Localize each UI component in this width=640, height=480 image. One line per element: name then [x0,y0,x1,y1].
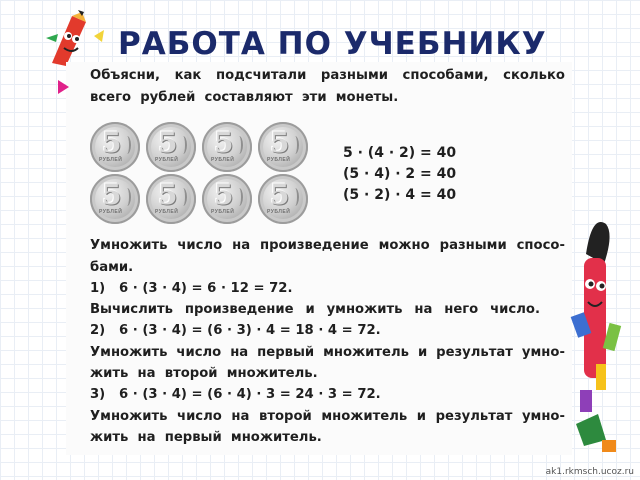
solution-3-text-line-1: Умножить число на второй множитель и результат умно- [90,409,565,424]
solution-3: 3) 6 · (3 · 4) = (6 · 4) · 3 = 24 · 3 = 72. [90,387,381,402]
solution-2-text-line-2: жить на второй множитель. [90,366,318,381]
solution-2: 2) 6 · (3 · 4) = (6 · 3) · 4 = 18 · 4 = 72. [90,323,381,338]
page-title: РАБОТА ПО УЧЕБНИКУ [118,26,547,62]
coin-5-rub: 5 РУБЛЕЙ [258,174,308,224]
solution-1-text: Вычислить произведение и умножить на него число. [90,302,540,317]
equation-3: (5 · 2) · 4 = 40 [343,187,457,203]
brush-mascot-icon [566,214,632,464]
solution-1: 1) 6 · (3 · 4) = 6 · 12 = 72. [90,281,293,296]
solution-2-text-line-1: Умножить число на первый множитель и результат умно- [90,345,565,360]
solution-3-text-line-2: жить на первый множитель. [90,430,322,445]
pencil-mascot-icon [42,8,112,68]
bullet-marker-icon [58,80,69,94]
coin-5-rub: 5 РУБЛЕЙ [258,122,308,172]
coin-5-rub: 5 РУБЛЕЙ [90,174,140,224]
coin-5-rub: 5 РУБЛЕЙ [146,174,196,224]
rule-line-1: Умножить число на произведение можно разными спосо- [90,238,565,253]
intro-line-1: Объясни, как подсчитали разными способами, сколько [90,68,565,83]
rule-line-2: бами. [90,260,134,275]
source-watermark: ak1.rkmsch.ucoz.ru [545,467,634,477]
intro-line-2: всего рублей составляют эти монеты. [90,90,399,105]
equation-2: (5 · 4) · 2 = 40 [343,166,457,182]
coin-5-rub: 5 РУБЛЕЙ [202,174,252,224]
coin-5-rub: 5 РУБЛЕЙ [146,122,196,172]
coin-5-rub: 5 РУБЛЕЙ [90,122,140,172]
equation-1: 5 · (4 · 2) = 40 [343,145,457,161]
coin-5-rub: 5 РУБЛЕЙ [202,122,252,172]
